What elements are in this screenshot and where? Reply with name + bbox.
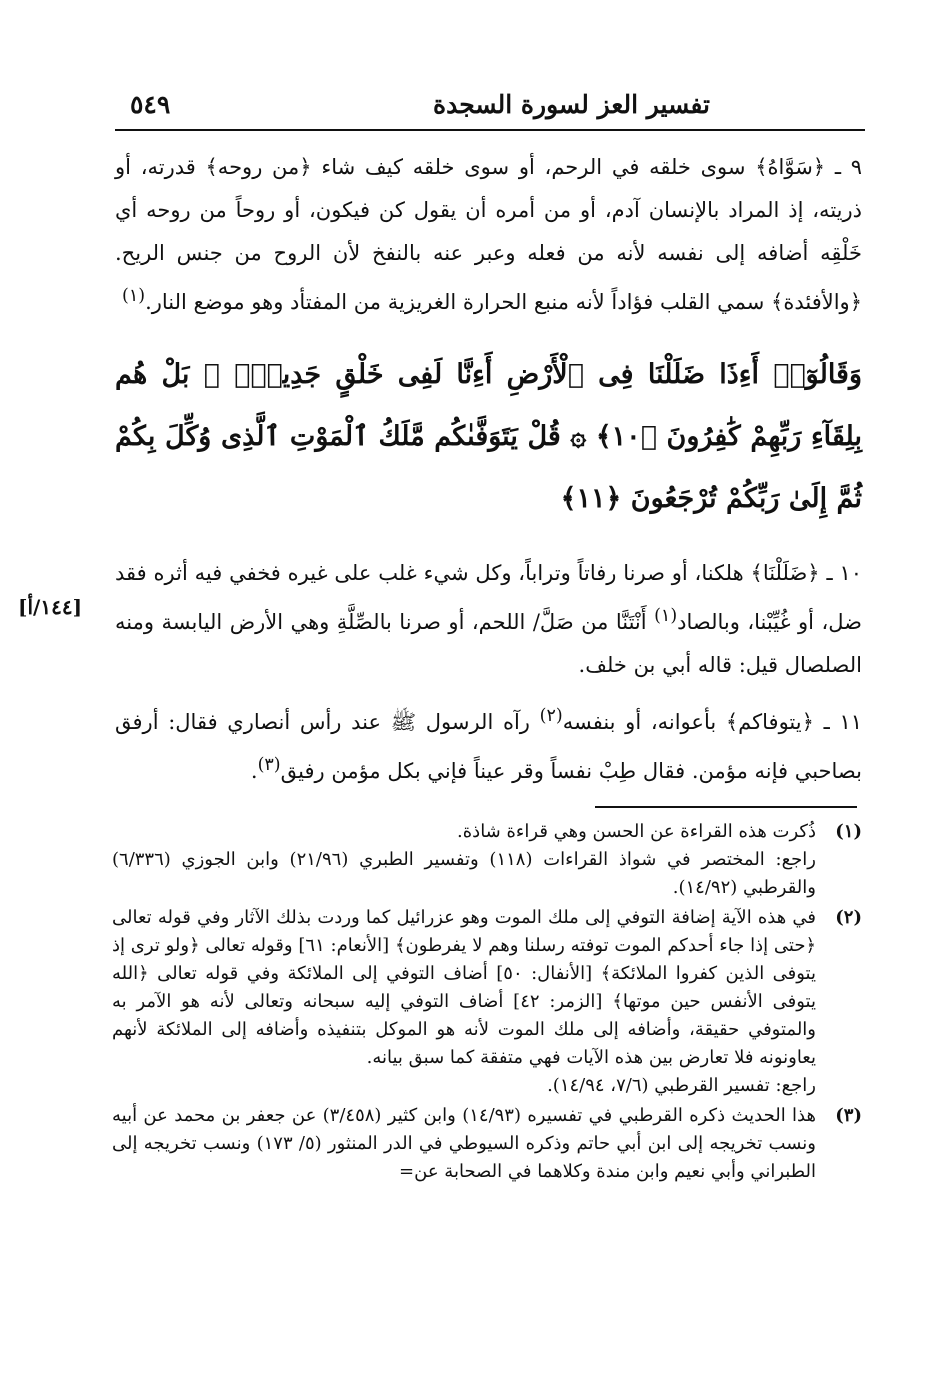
running-title: تفسير العز لسورة السجدة (432, 90, 710, 119)
page-number: ٥٤٩ (130, 90, 171, 119)
footnote-rule (595, 806, 857, 808)
footnotes (112, 818, 862, 1188)
commentary-text: ١١ ـ ﴿يتوفاكم﴾ بأعوانه، أو بنفسه (562, 710, 862, 734)
footnote-text: ذُكرت هذه القراءة عن الحسن وهي قراءة شاذة. (457, 821, 816, 842)
footnote-text: راجع: تفسير القرطبي (٧/٦، ١٤/٩٤). (547, 1075, 816, 1096)
main-text (115, 146, 862, 793)
header-rule (115, 129, 865, 131)
page-header (120, 88, 860, 126)
footnote-ref: (١) (654, 606, 678, 626)
quran-verses: وَقَالُوٓا۟ أَءِذَا ضَلَلْنَا فِى ٱلْأَرْضِ أَءِنَّا لَفِى خَلْقٍ جَدِيدٍۭ ۚ بَلْ هُم بِلِقَآءِ رَبِّهِمْ كَٰفِرُونَ ﴿١٠﴾ ۞ قُلْ يَتَوَفَّىٰكُم مَّلَكُ ٱلْمَوْتِ ٱلَّذِى وُكِّلَ بِكُمْ ثُمَّ إِلَىٰ رَبِّكُمْ تُرْجَعُونَ ﴿١١﴾ (115, 359, 862, 514)
commentary-text: . (250, 759, 258, 783)
footnote-3 (112, 1102, 862, 1186)
footnote-text: هذا الحديث ذكره القرطبي في تفسيره (١٤/٩٣) وابن كثير (٣/٤٥٨) عن جعفر بن محمد عن أبيه ونسب تخريجه إلى ابن أبي حاتم وذكره السيوطي في الدر المنثور (٥/ ١٧٣) ونسب تخريجه إلى الطبراني وأبي نعيم وابن مندة وكلاهما في الصحابة عن= (112, 1105, 816, 1182)
footnote-number: (١) (835, 821, 862, 842)
commentary-verse-11 (115, 695, 862, 793)
commentary-verse-9 (115, 146, 862, 324)
footnote-number: (٢) (835, 907, 862, 928)
footnote-1 (112, 818, 862, 902)
footnote-text: في هذه الآية إضافة التوفي إلى ملك الموت وهو عزرائيل كما وردت بذلك الآثار وفي قوله تعالى ﴿حتى إذا جاء أحدكم الموت توفته رسلنا وهم لا يفرطون﴾ [الأنعام: ٦١] وقوله تعالى ﴿ولو ترى إذ يتوفى الذين كفروا الملائكة﴾ [الأنفال: ٥٠] أضاف التوفي إلى الملائكة وفي قوله تعالى ﴿الله يتوفى الأنفس حين موتها﴾ [الزمر: ٤٢] أضاف التوفي إليه سبحانه وتعالى لأنه هو الآمر به والمتوفي حقيقة، وأضافه إلى ملك الموت لأنه هو الموكل بتنفيذه وأضافه إلى الملائكة لأنهم يعاونونه فلا تعارض بين هذه الآيات فهي متفقة كما سبق بيانه. (112, 907, 817, 1068)
footnote-number: (٣) (835, 1105, 862, 1126)
commentary-text: أَنْتَنَّا من صَلَّ/ اللحم، أو صرنا بالصِّلَّةِ وهي الأرض اليابسة ومنه الصلصال قيل: قاله أبي بن خلف. (115, 610, 862, 677)
footnote-2 (112, 904, 862, 1100)
footnote-ref: (٢) (539, 706, 563, 726)
footnote-text: راجع: المختصر في شواذ القراءات (١١٨) وتفسير الطبري (٢١/٩٦) وابن الجوزي (٦/٣٣٦) والقرطبي (١٤/٩٢). (112, 849, 816, 898)
manuscript-folio-ref: [١٤٤/أ] (18, 595, 83, 619)
footnote-ref: (٣) (257, 755, 281, 775)
commentary-verse-10 (115, 552, 862, 687)
commentary-text: ١٠ ـ ﴿ضَلَلْنَا﴾ هلكنا، أو صرنا رفاتاً وتراباً، وكل شيء غلب على غيره فخفي فيه أثره فقد ضل، أو غُيِّبْنا، وبالصاد (115, 561, 862, 634)
commentary-text: ٩ ـ ﴿سَوَّاهُ﴾ سوى خلقه في الرحم، أو سوى خلقه كيف شاء ﴿من روحه﴾ قدرته، أو ذريته، إذ المراد بالإنسان آدم، أو من أمره أن يقول كن فيكون، أو روحاً من روحه أي خَلْقِه أضافه إلى نفسه لأنه من فعله وعبر عنه بالنفخ لأن الروح من جنس الريح. ﴿والأفئدة﴾ سمي القلب فؤاداً لأنه منبع الحرارة الغريزية من المفتأد وهو موضع النار. (115, 155, 862, 314)
commentary-text: رآه الرسول ﷺ عند رأس أنصاري فقال: أرفق بصاحبي فإنه مؤمن. فقال طِبْ نفساً وقر عيناً فإني بكل مؤمن رفيق (115, 710, 862, 783)
footnote-ref: (١) (122, 286, 146, 306)
